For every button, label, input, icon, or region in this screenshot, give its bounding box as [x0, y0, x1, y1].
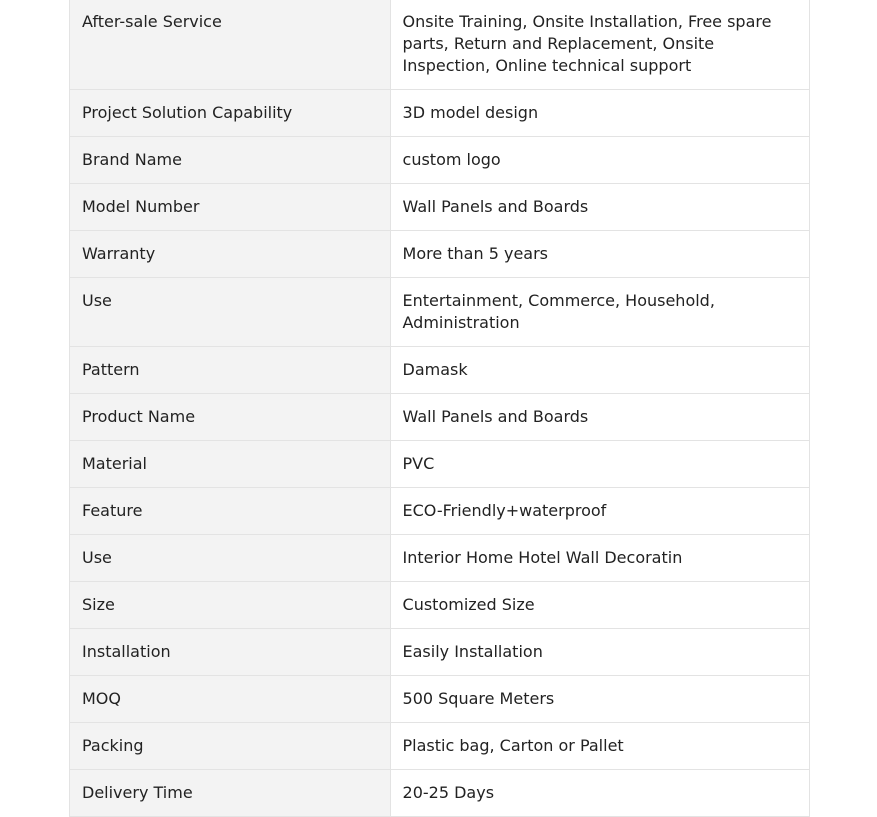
table-row: [70, 278, 810, 347]
spec-value: Onsite Training, Onsite Installation, Free spare parts, Return and Replacement, Onsite Inspection, Online technical support: [390, 0, 809, 90]
table-row: [70, 184, 810, 231]
spec-label: Delivery Time: [70, 770, 391, 817]
spec-label: Use: [70, 535, 391, 582]
table-row: [70, 0, 810, 90]
table-row: [70, 535, 810, 582]
table-row: [70, 441, 810, 488]
spec-label: Project Solution Capability: [70, 90, 391, 137]
table-row: [70, 582, 810, 629]
product-spec-table: [69, 0, 810, 817]
spec-value: More than 5 years: [390, 231, 809, 278]
spec-label: Installation: [70, 629, 391, 676]
table-row: [70, 394, 810, 441]
spec-value: Wall Panels and Boards: [390, 184, 809, 231]
spec-value: PVC: [390, 441, 809, 488]
spec-value: Customized Size: [390, 582, 809, 629]
spec-value: ECO-Friendly+waterproof: [390, 488, 809, 535]
spec-label: Warranty: [70, 231, 391, 278]
table-row: [70, 629, 810, 676]
spec-label: Feature: [70, 488, 391, 535]
spec-value: 500 Square Meters: [390, 676, 809, 723]
table-row: [70, 488, 810, 535]
table-row: [70, 770, 810, 817]
spec-value: Damask: [390, 347, 809, 394]
spec-value: Easily Installation: [390, 629, 809, 676]
spec-label: Size: [70, 582, 391, 629]
table-row: [70, 231, 810, 278]
spec-value: Plastic bag, Carton or Pallet: [390, 723, 809, 770]
table-row: [70, 137, 810, 184]
spec-label: Product Name: [70, 394, 391, 441]
spec-value: 3D model design: [390, 90, 809, 137]
table-row: [70, 676, 810, 723]
spec-value: Interior Home Hotel Wall Decoratin: [390, 535, 809, 582]
spec-label: Pattern: [70, 347, 391, 394]
spec-value: custom logo: [390, 137, 809, 184]
spec-label: Brand Name: [70, 137, 391, 184]
table-row: [70, 723, 810, 770]
table-row: [70, 90, 810, 137]
spec-value: 20-25 Days: [390, 770, 809, 817]
spec-label: MOQ: [70, 676, 391, 723]
spec-label: After-sale Service: [70, 0, 391, 90]
spec-value: Entertainment, Commerce, Household, Administration: [390, 278, 809, 347]
spec-value: Wall Panels and Boards: [390, 394, 809, 441]
table-row: [70, 347, 810, 394]
spec-label: Use: [70, 278, 391, 347]
spec-label: Model Number: [70, 184, 391, 231]
spec-label: Material: [70, 441, 391, 488]
spec-label: Packing: [70, 723, 391, 770]
